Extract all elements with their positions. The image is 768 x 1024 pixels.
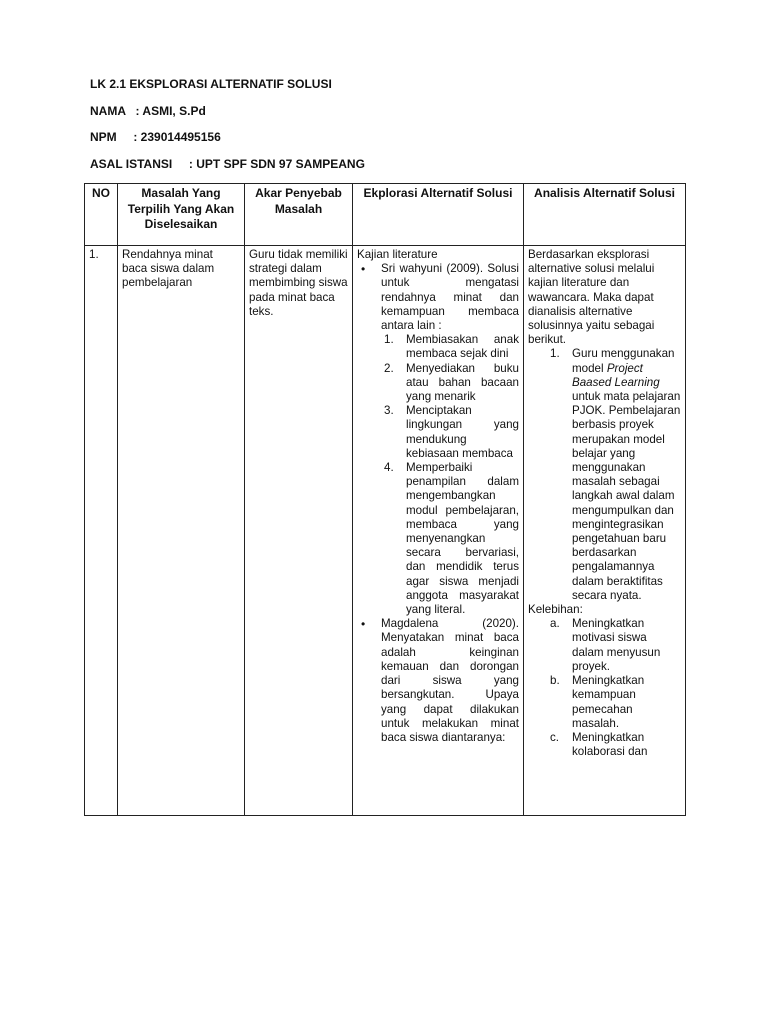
- table-row: [85, 246, 686, 816]
- analisis-intro: Berdasarkan eksplorasi alternative solusi melalui kajian literature dan wawancara. Maka dapat dianalisis alternative solusinnya yaitu sebagai berikut.: [528, 248, 655, 347]
- literature-item: [381, 617, 519, 745]
- eksplorasi-cell: [353, 246, 524, 816]
- header-masalah: Masalah Yang Terpilih Yang Akan Diselesaikan: [118, 184, 245, 246]
- npm-line: NPM : 239014495156: [90, 130, 221, 144]
- model-name: Project Baased Learning: [572, 361, 660, 389]
- list-item: 1. Membiasakan anak membaca sejak dini: [384, 333, 519, 361]
- table-header-row: [85, 184, 686, 246]
- header-analisis: Analisis Alternatif Solusi: [524, 184, 686, 246]
- header-akar: Akar Penyebab Masalah: [245, 184, 353, 246]
- solution-table: [84, 183, 686, 816]
- analisis-cell: [524, 246, 686, 816]
- kelebihan-list: [528, 617, 681, 759]
- list-item: 2. Menyediakan buku atau bahan bacaan yang menarik: [384, 361, 519, 404]
- list-item: b. Meningkatkan kemampuan pemecahan masalah.: [550, 674, 645, 730]
- list-item: a. Meningkatkan motivasi siswa dalam menyusun proyek.: [550, 617, 661, 673]
- kajian-heading: Kajian literature: [357, 248, 438, 261]
- kelebihan-heading: Kelebihan:: [528, 603, 583, 617]
- list-item: 1. Guru menggunakan model Project Baased Learning untuk mata pelajaran PJOK. Pembelajaran berbasis proyek merupakan model belajar yang menggunakan masalah sebagai langkah awal dalam mengumpulkan dan mengintegrasikan pengetahuan baru berdasarkan pengalamannya dalam beraktifitas secara nyata.: [550, 347, 681, 602]
- list-item: 3. Menciptakan lingkungan yang mendukung kebiasaan membaca: [384, 404, 519, 460]
- literature-list: [357, 262, 519, 745]
- row-number: 1.: [85, 246, 118, 816]
- list-item: 4. Memperbaiki penampilan dalam mengembangkan modul pembelajaran, membaca yang menyenangkan secara bervariasi, dan mendidik terus agar siswa menjadi anggota masyarakat yang literal.: [384, 461, 519, 617]
- header-eksplorasi: Ekplorasi Alternatif Solusi: [353, 184, 524, 246]
- analisis-list: [528, 347, 681, 603]
- literature-item: [381, 262, 519, 617]
- akar-cell: Guru tidak memiliki strategi dalam membimbing siswa pada minat baca teks.: [245, 246, 353, 816]
- header-no: NO: [85, 184, 118, 246]
- nama-line: NAMA : ASMI, S.Pd: [90, 104, 206, 118]
- solution-list: [381, 333, 519, 617]
- document-title: LK 2.1 EKSPLORASI ALTERNATIF SOLUSI: [90, 77, 332, 91]
- masalah-cell: Rendahnya minat baca siswa dalam pembelajaran: [118, 246, 245, 816]
- literature-text: • Magdalena (2020). Menyatakan minat baca adalah keinginan kemauan dan dorongan dari siswa yang bersangkutan. Upaya yang dapat dilakukan untuk melakukan minat baca siswa diantaranya:: [381, 617, 519, 744]
- literature-text: • Sri wahyuni (2009). Solusi untuk mengatasi rendahnya minat dan kemampuan membaca antara lain :: [381, 262, 519, 333]
- instansi-line: ASAL ISTANSI : UPT SPF SDN 97 SAMPEANG: [90, 157, 365, 171]
- list-item: c. Meningkatkan kolaborasi dan: [550, 730, 648, 759]
